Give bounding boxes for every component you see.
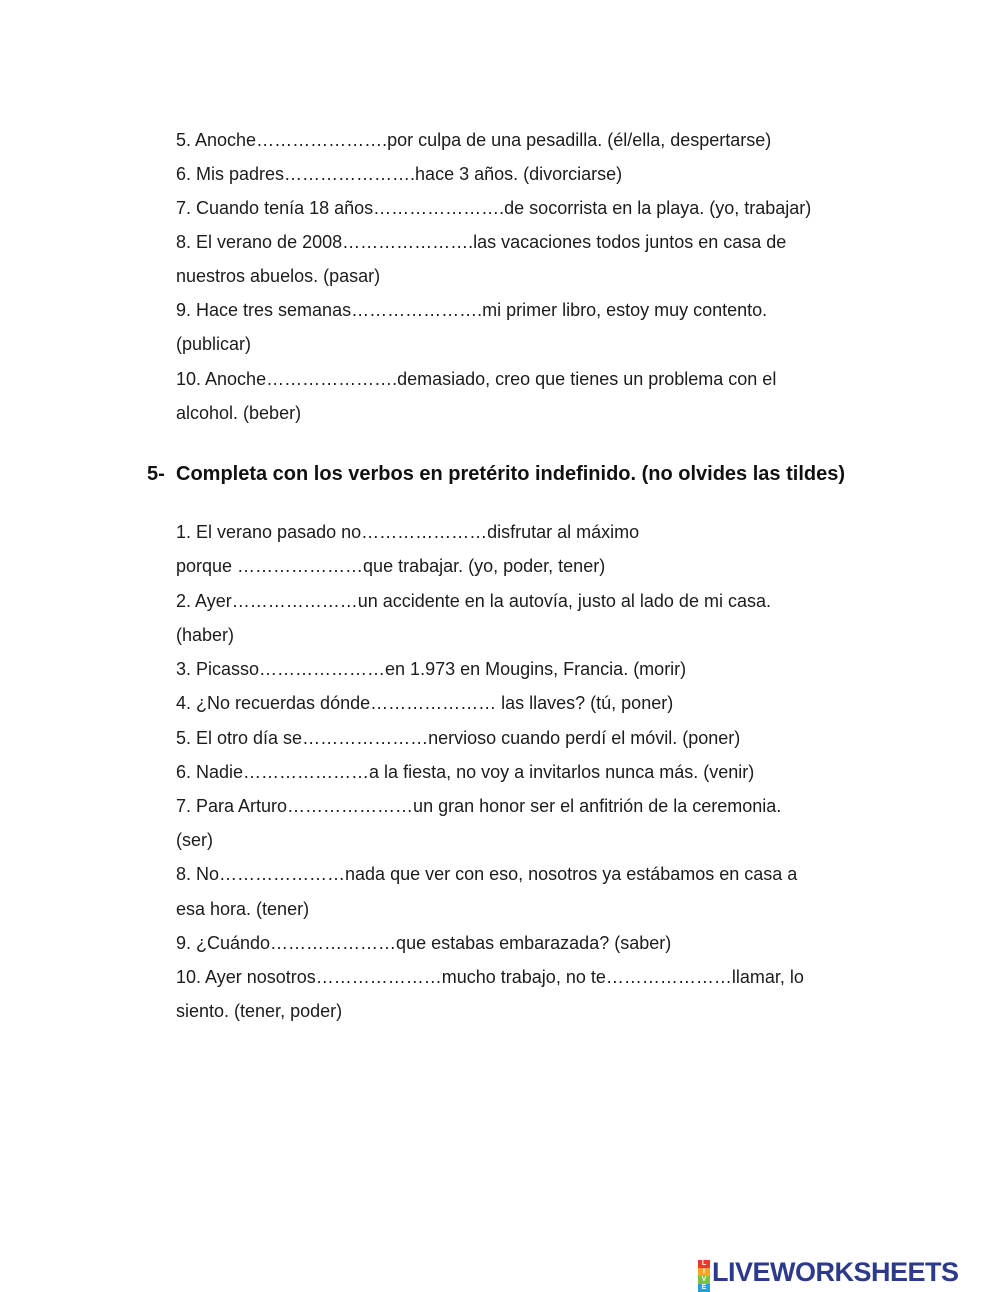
- logo-mark-v: V: [698, 1276, 710, 1284]
- section5-item-10: 10. Ayer nosotros…………………mucho trabajo, no te…………………llamar, lo: [176, 967, 804, 987]
- section-title: Completa con los verbos en pretérito indefinido. (no olvides las tildes): [176, 463, 845, 485]
- exercise4-item-6: 6. Mis padres………………….hace 3 años. (divorciarse): [176, 164, 623, 184]
- section5-item-5: 5. El otro día se…………………nervioso cuando perdí el móvil. (poner): [176, 728, 741, 748]
- section5-item-2-cont: (haber): [176, 625, 235, 645]
- logo-mark-i: I: [698, 1268, 710, 1276]
- section5-item-10-cont: siento. (tener, poder): [176, 1001, 343, 1021]
- exercise4-item-8-cont: nuestros abuelos. (pasar): [176, 266, 381, 286]
- section5-item-3: 3. Picasso…………………en 1.973 en Mougins, Francia. (morir): [176, 659, 687, 679]
- section5-item-6: 6. Nadie…………………a la fiesta, no voy a invitarlos nunca más. (venir): [176, 762, 755, 782]
- section5-item-9: 9. ¿Cuándo…………………que estabas embarazada? (saber): [176, 933, 672, 953]
- section5-item-1-cont: porque …………………que trabajar. (yo, poder, tener): [176, 556, 606, 576]
- liveworksheets-logo-icon: [698, 1260, 710, 1291]
- section5-item-1: 1. El verano pasado no…………………disfrutar al máximo: [176, 522, 640, 542]
- exercise4-item-9-cont: (publicar): [176, 334, 252, 354]
- section5-item-4: 4. ¿No recuerdas dónde………………… las llaves? (tú, poner): [176, 693, 674, 713]
- exercise4-item-5: 5. Anoche………………….por culpa de una pesadilla. (él/ella, despertarse): [176, 130, 772, 150]
- section-number: 5-: [147, 463, 165, 485]
- liveworksheets-logo: [698, 1257, 959, 1291]
- exercise4-item-10: 10. Anoche………………….demasiado, creo que tienes un problema con el: [176, 369, 777, 389]
- section5-item-7-cont: (ser): [176, 830, 213, 850]
- exercise4-item-9: 9. Hace tres semanas………………….mi primer libro, estoy muy contento.: [176, 300, 768, 320]
- exercise4-item-8: 8. El verano de 2008………………….las vacaciones todos juntos en casa de: [176, 232, 787, 252]
- section5-item-8: 8. No…………………nada que ver con eso, nosotros ya estábamos en casa a: [176, 864, 798, 884]
- exercise4-item-10-cont: alcohol. (beber): [176, 403, 302, 423]
- logo-mark-e: E: [698, 1284, 710, 1292]
- exercise4-item-7: 7. Cuando tenía 18 años………………….de socorrista en la playa. (yo, trabajar): [176, 198, 812, 218]
- section5-item-8-cont: esa hora. (tener): [176, 899, 310, 919]
- section5-item-2: 2. Ayer…………………un accidente en la autovía, justo al lado de mi casa.: [176, 591, 771, 611]
- section5-item-7: 7. Para Arturo…………………un gran honor ser el anfitrión de la ceremonia.: [176, 796, 782, 816]
- liveworksheets-logo-text: LIVEWORKSHEETS: [712, 1257, 959, 1287]
- logo-mark-l: L: [698, 1260, 710, 1268]
